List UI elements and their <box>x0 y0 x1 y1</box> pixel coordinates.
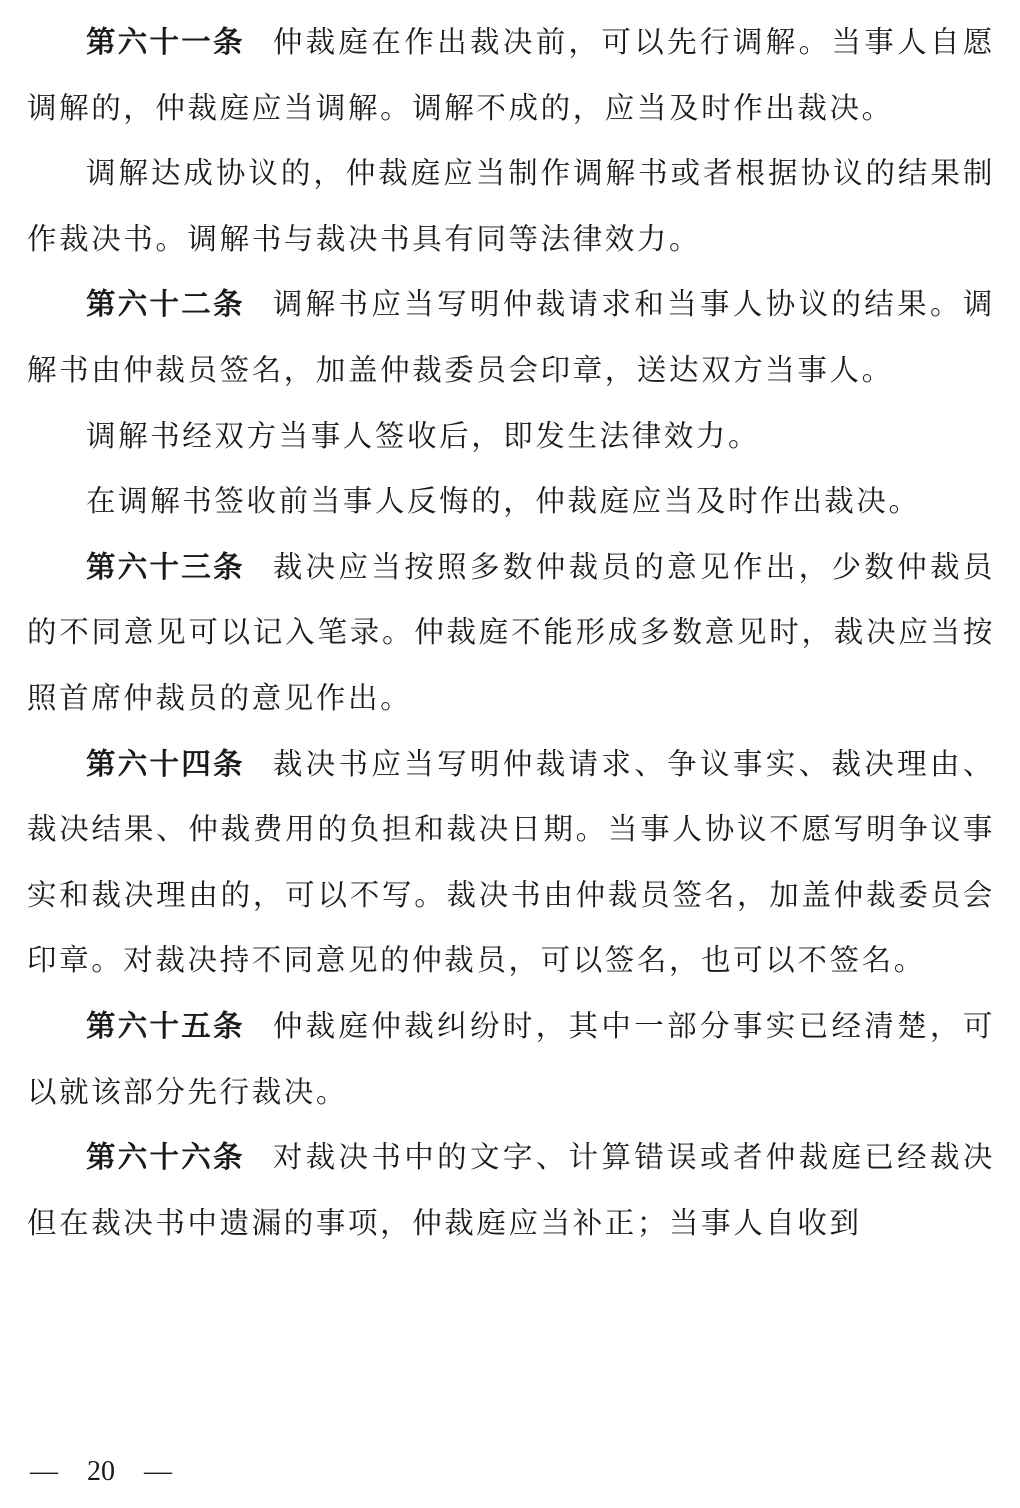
page-footer <box>30 1452 172 1492</box>
paragraph-text: 裁决应当按照多数仲裁员的意见作出，少数仲裁员的不同意见可以记入笔录。仲裁庭不能形成多数意见时，裁决应当按照首席仲裁员的意见作出。 <box>27 549 995 715</box>
paragraph-text: 对裁决书中的文字、计算错误或者仲裁庭已经裁决但在裁决书中遗漏的事项，仲裁庭应当补正；当事人自收到 <box>27 1140 995 1240</box>
paragraph-mediation-effect <box>27 404 995 470</box>
paragraph-text: 仲裁庭在作出裁决前，可以先行调解。当事人自愿调解的，仲裁庭应当调解。调解不成的，应当及时作出裁决。 <box>27 25 995 125</box>
footer-dash-left: — <box>30 1456 58 1487</box>
paragraph-mediation-retract <box>27 469 995 535</box>
page-number: 20 <box>87 1456 115 1487</box>
footer-dash-right: — <box>144 1456 172 1487</box>
article-number: 第六十三条 <box>86 549 245 584</box>
paragraph-article-64 <box>27 732 995 994</box>
page-body <box>27 10 995 1256</box>
paragraph-article-61 <box>27 10 995 141</box>
paragraph-article-66 <box>27 1125 995 1256</box>
article-number: 第六十六条 <box>86 1140 245 1175</box>
paragraph-text: 调解书经双方当事人签收后，即发生法律效力。 <box>86 418 761 453</box>
paragraph-article-62 <box>27 272 995 403</box>
paragraph-text: 在调解书签收前当事人反悔的，仲裁庭应当及时作出裁决。 <box>86 484 921 519</box>
paragraph-text: 调解书应当写明仲裁请求和当事人协议的结果。调解书由仲裁员签名，加盖仲裁委员会印章，送达双方当事人。 <box>27 287 995 387</box>
paragraph-text: 调解达成协议的，仲裁庭应当制作调解书或者根据协议的结果制作裁决书。调解书与裁决书具有同等法律效力。 <box>27 156 995 256</box>
paragraph-article-65 <box>27 994 995 1125</box>
paragraph-text: 裁决书应当写明仲裁请求、争议事实、裁决理由、裁决结果、仲裁费用的负担和裁决日期。当事人协议不愿写明争议事实和裁决理由的，可以不写。裁决书由仲裁员签名，加盖仲裁委员会印章。对裁决持不同意见的仲裁员，可以签名，也可以不签名。 <box>27 746 995 978</box>
article-number: 第六十四条 <box>86 746 245 781</box>
article-number: 第六十五条 <box>86 1008 245 1043</box>
paragraph-article-63 <box>27 535 995 732</box>
article-number: 第六十二条 <box>86 287 245 322</box>
paragraph-text: 仲裁庭仲裁纠纷时，其中一部分事实已经清楚，可以就该部分先行裁决。 <box>27 1008 995 1109</box>
article-number: 第六十一条 <box>86 25 245 59</box>
paragraph-mediation-agreement <box>27 141 995 272</box>
